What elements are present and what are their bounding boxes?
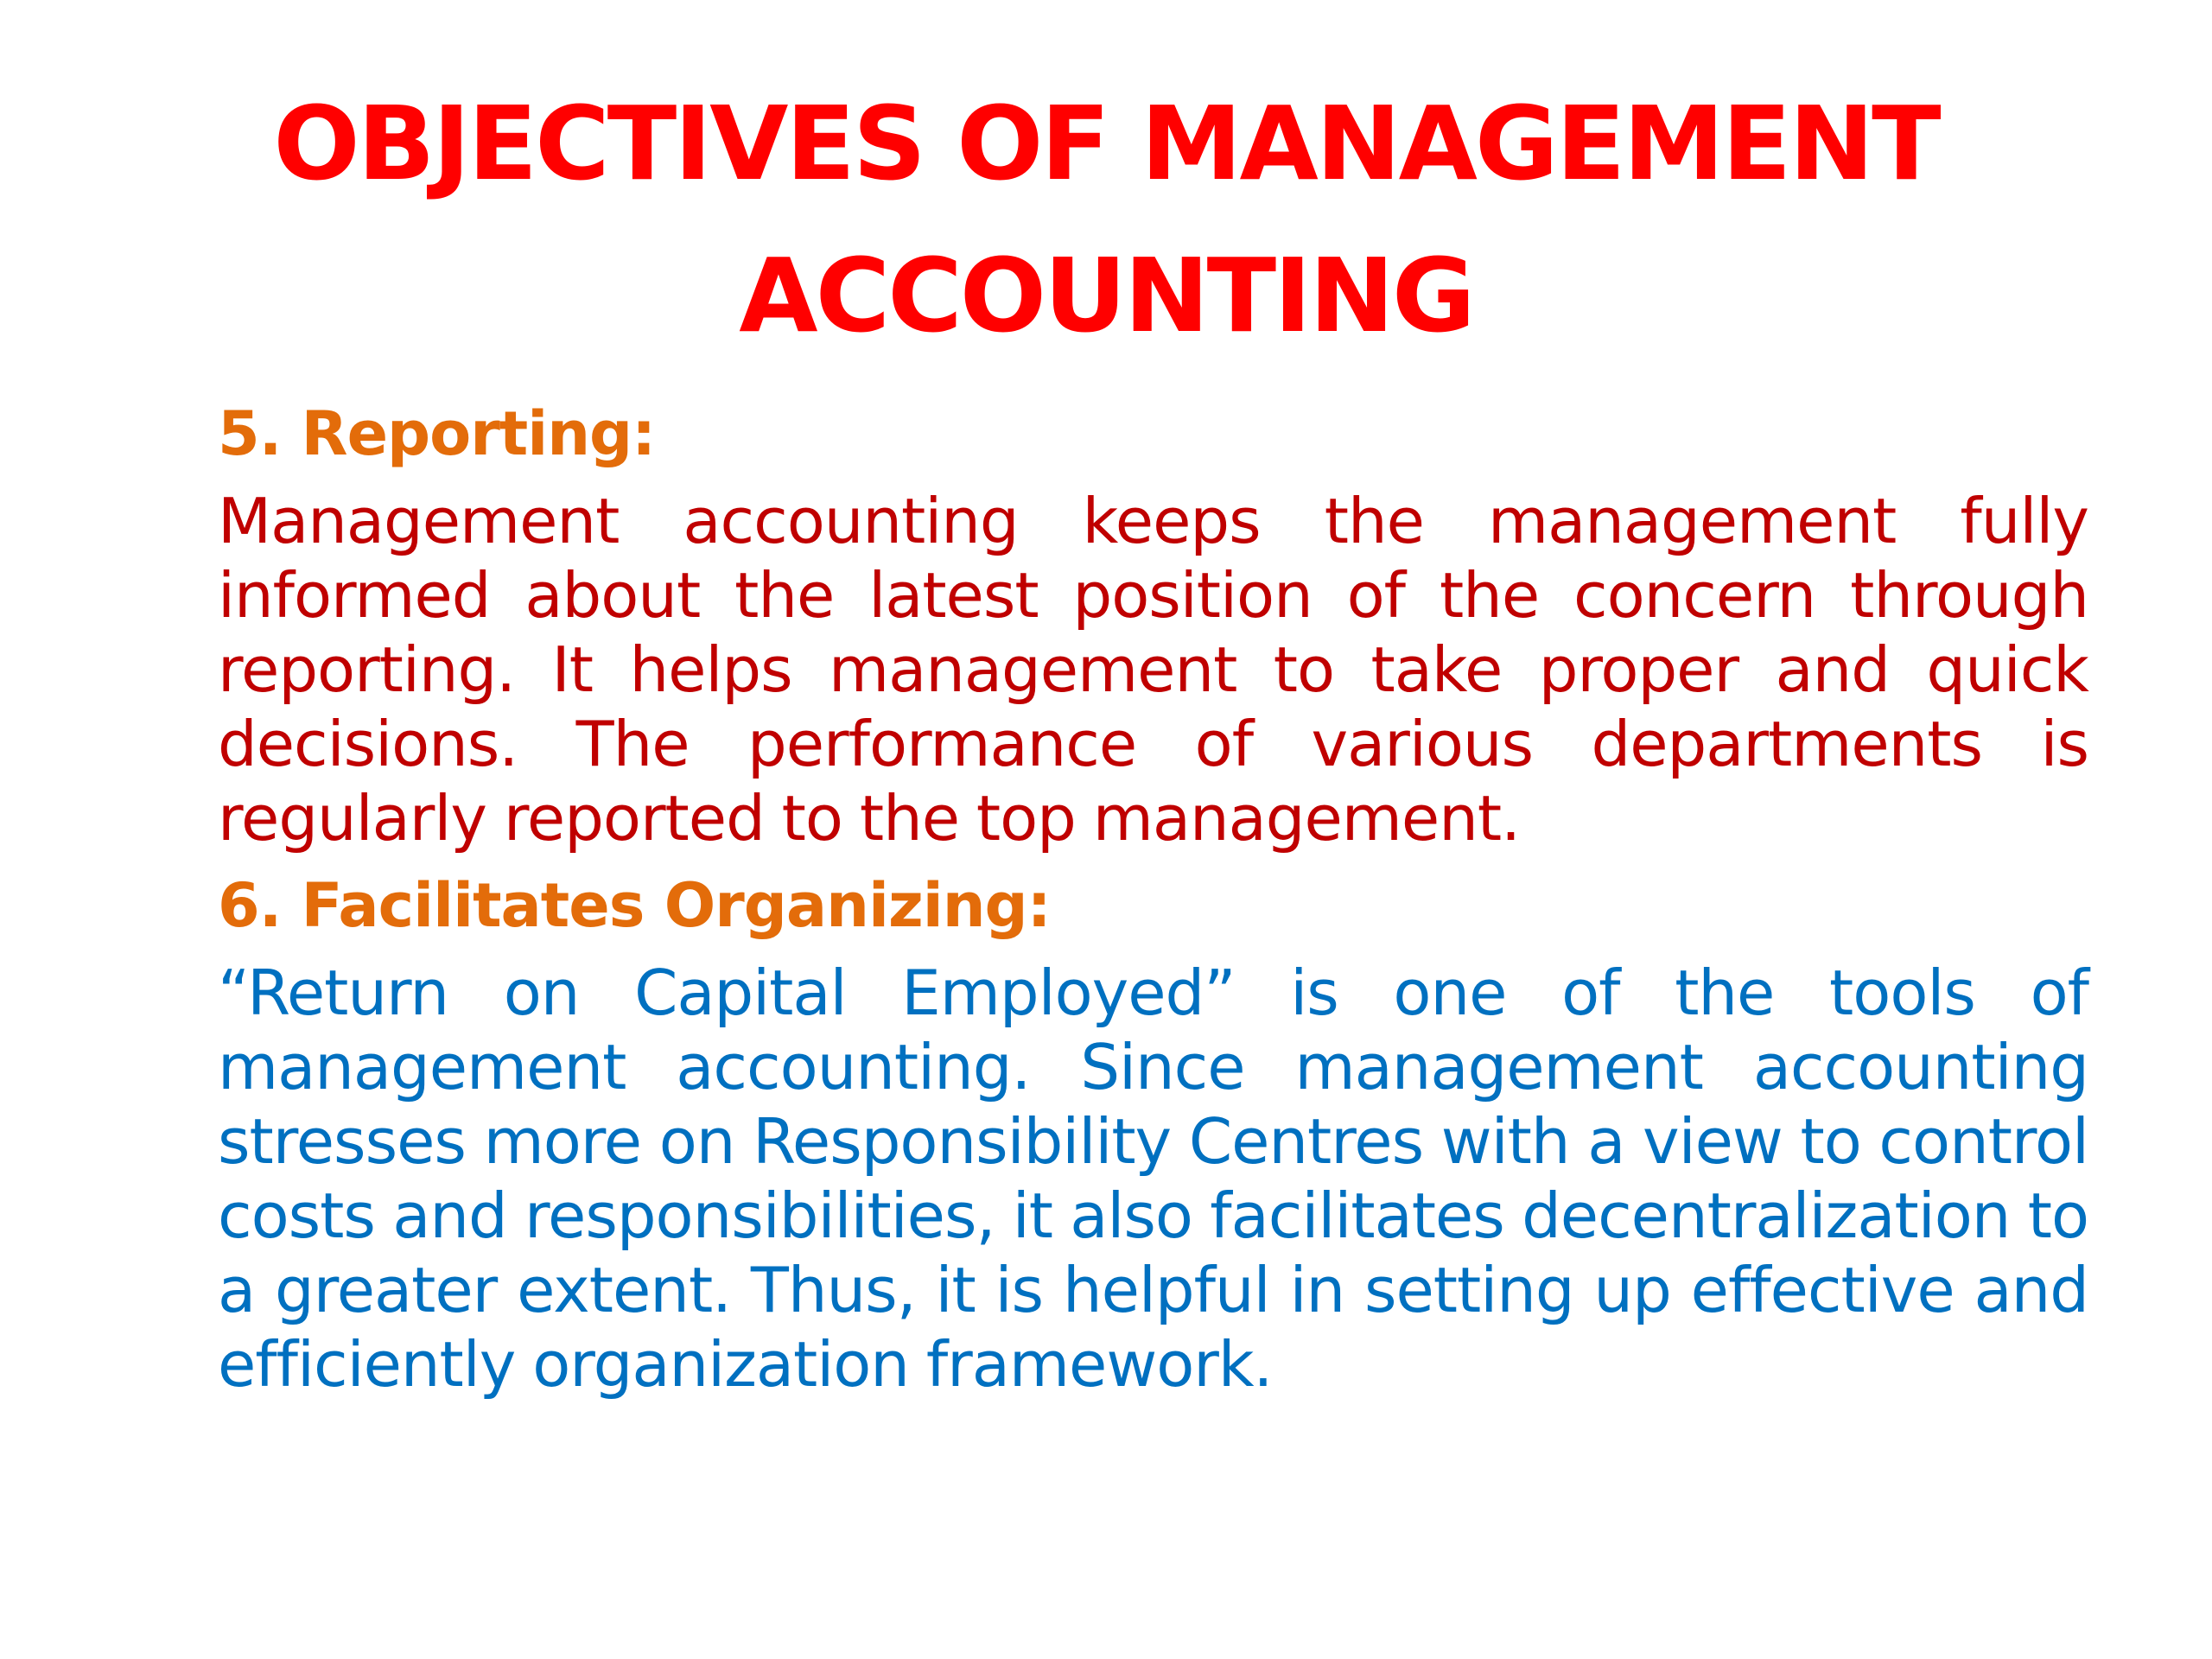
section-body: Management accounting keeps the management fully informed about the latest position of the concern through reporting. It helps management to take proper and quick decisions. The performance of various departments is regularly reported to the top management. <box>218 485 2088 855</box>
section-heading: 6. Facilitates Organizing: <box>218 870 1051 941</box>
section-body: “Return on Capital Employed” is one of the tools of management accounting. Since management accounting stresses more on Responsibility Centres with a view to control costs and responsibilities, it also facilitates decentralization to a greater extent. Thus, it is helpful in setting up effective and efficiently organization framework. <box>218 957 2088 1401</box>
section-heading: 5. Reporting: <box>218 398 656 469</box>
slide-content <box>218 391 2088 1408</box>
slide-title: OBJECTIVES OF MANAGEMENT ACCOUNTING <box>273 84 1939 355</box>
section-reporting <box>218 391 2088 855</box>
section-facilitates-organizing <box>218 862 2088 1402</box>
